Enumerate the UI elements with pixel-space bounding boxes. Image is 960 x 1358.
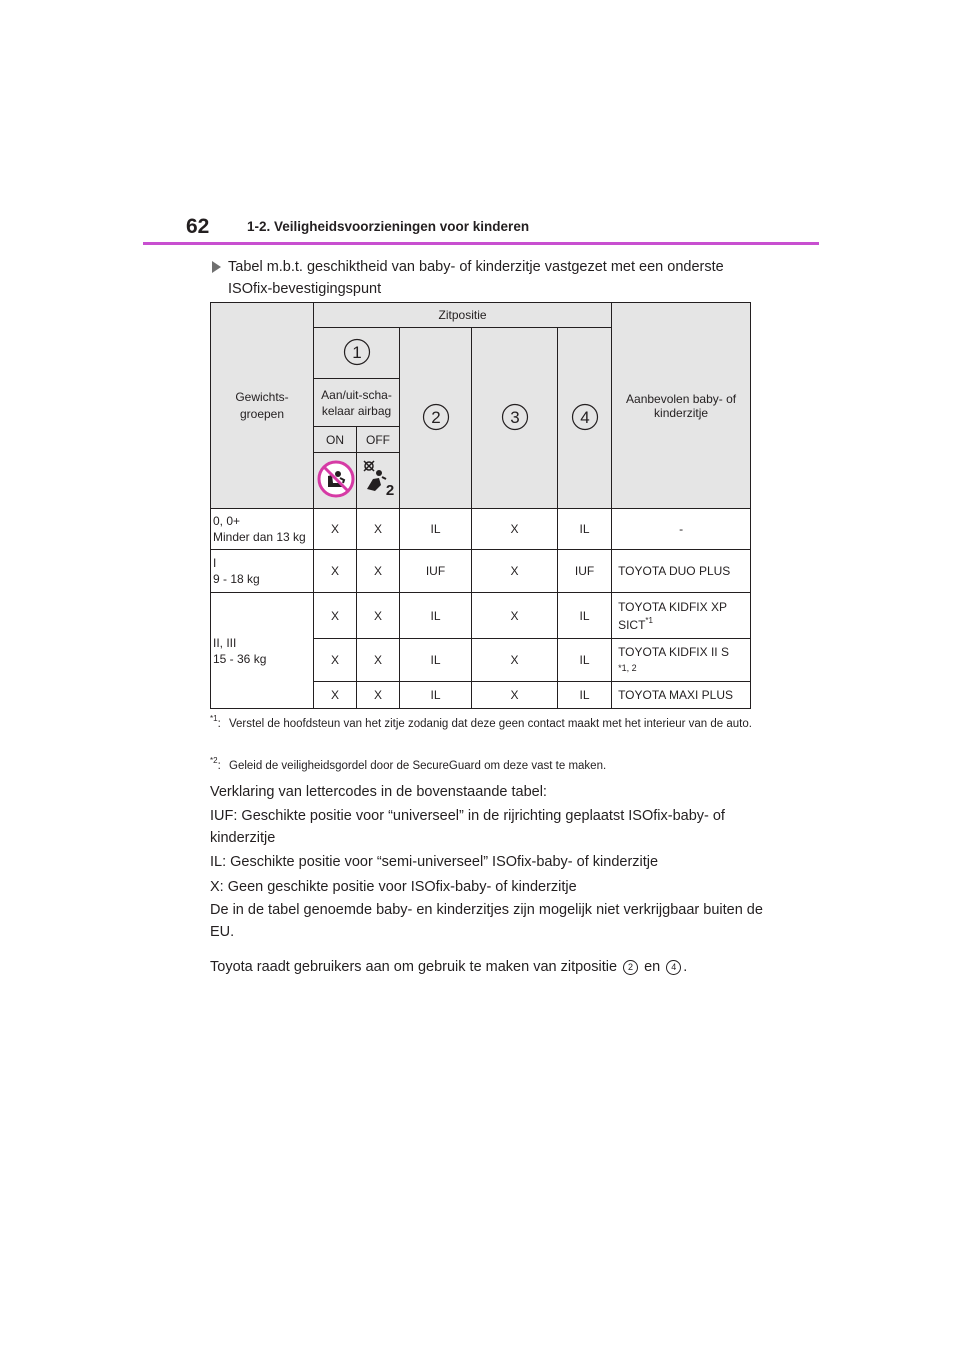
airbag-on-pictogram bbox=[314, 453, 357, 509]
footnote-2: $^{*2}$: Geleid de veiligheidsgordel door de SecureGuard om deze vast te maken. bbox=[210, 756, 607, 772]
cell-airbag-on: X bbox=[314, 639, 357, 682]
cell-recommended: TOYOTA MAXI PLUS bbox=[612, 682, 751, 709]
position-1-header bbox=[314, 328, 400, 379]
passenger-airbag-off-icon bbox=[359, 459, 399, 499]
position-3-icon bbox=[501, 403, 529, 431]
cell-airbag-off: X bbox=[357, 509, 400, 550]
header-weight-group: Gewichts- groepen bbox=[211, 303, 314, 509]
cell-airbag-on: X bbox=[314, 550, 357, 593]
cell-position-4: IL bbox=[558, 593, 612, 639]
cell-position-4: IL bbox=[558, 639, 612, 682]
legend-il: IL: Geschikte positie voor “semi-universeel” ISOfix-baby- of kinderzitje bbox=[210, 854, 659, 870]
cell-position-3: X bbox=[472, 639, 558, 682]
cell-airbag-off: X bbox=[357, 639, 400, 682]
svg-text:3: 3 bbox=[509, 407, 520, 427]
seat-position-advice: Toyota raadt gebruikers aan om gebruik te maken van zitpositie 2 en 4 . bbox=[210, 959, 688, 975]
legend-x: X: Geen geschikte positie voor ISOfix-baby- of kinderzitje bbox=[210, 879, 577, 895]
airbag-switch-header: Aan/uit-scha- kelaar airbag bbox=[314, 379, 400, 427]
table-row bbox=[211, 509, 751, 550]
airbag-off-pictogram bbox=[357, 453, 400, 509]
page-number: 62 bbox=[186, 215, 210, 238]
bullet-triangle-icon bbox=[212, 261, 221, 273]
cell-position-3: X bbox=[472, 509, 558, 550]
position-1-icon bbox=[343, 338, 371, 366]
cell-airbag-on: X bbox=[314, 593, 357, 639]
svg-text:2: 2 bbox=[385, 482, 395, 499]
header-seat-position: Zitpositie bbox=[314, 303, 612, 328]
airbag-on-header: ON bbox=[314, 427, 357, 453]
footnote-ref: *1, 2 bbox=[618, 663, 637, 673]
header-rule bbox=[143, 242, 819, 245]
cell-position-2: IUF bbox=[400, 550, 472, 593]
weight-group-cell: I 9 - 18 kg bbox=[211, 550, 314, 593]
cell-position-3: X bbox=[472, 593, 558, 639]
cell-recommended: TOYOTA KIDFIX XP SICT$^{*1}$ bbox=[612, 593, 751, 639]
table-intro bbox=[212, 256, 772, 300]
position-4-header bbox=[558, 328, 612, 509]
cell-airbag-on: X bbox=[314, 509, 357, 550]
footnote-ref: *1 bbox=[645, 615, 653, 625]
position-4-icon bbox=[571, 403, 599, 431]
footnote-1: $^{*1}$: Verstel de hoofdsteun van het zitje zodanig dat deze geen contact maakt met het interieur van de auto. bbox=[210, 714, 752, 730]
cell-position-2: IL bbox=[400, 509, 472, 550]
cell-airbag-off: X bbox=[357, 682, 400, 709]
cell-position-4: IL bbox=[558, 509, 612, 550]
legend-iuf: IUF: Geschikte positie voor “universeel” in de rijrichting geplaatst ISOfix-baby- of kinderzitje bbox=[210, 808, 725, 846]
cell-airbag-off: X bbox=[357, 550, 400, 593]
position-4-icon: 4 bbox=[666, 960, 681, 975]
position-2-icon: 2 bbox=[623, 960, 638, 975]
cell-position-2: IL bbox=[400, 682, 472, 709]
intro-text: Tabel m.b.t. geschiktheid van baby- of kinderzitje vastgezet met een onderste ISOfix-bevestigingspunt bbox=[228, 259, 724, 297]
cell-position-2: IL bbox=[400, 593, 472, 639]
child-seat-table bbox=[210, 302, 751, 709]
position-2-header bbox=[400, 328, 472, 509]
legend-title: Verklaring van lettercodes in de bovenstaande tabel: bbox=[210, 784, 547, 800]
position-2-icon bbox=[422, 403, 450, 431]
cell-position-2: IL bbox=[400, 639, 472, 682]
airbag-off-header: OFF bbox=[357, 427, 400, 453]
cell-airbag-off: X bbox=[357, 593, 400, 639]
svg-text:2: 2 bbox=[430, 407, 441, 427]
cell-position-4: IL bbox=[558, 682, 612, 709]
cell-airbag-on: X bbox=[314, 682, 357, 709]
cell-position-3: X bbox=[472, 550, 558, 593]
eu-availability-note: De in de tabel genoemde baby- en kinderzitjes zijn mogelijk niet verkrijgbaar buiten de EU. bbox=[210, 902, 763, 940]
svg-text:4: 4 bbox=[579, 407, 590, 427]
weight-group-cell: 0, 0+ Minder dan 13 kg bbox=[211, 509, 314, 550]
cell-recommended: - bbox=[612, 509, 751, 550]
cell-position-3: X bbox=[472, 682, 558, 709]
header-recommended-seat: Aanbevolen baby- of kinderzitje bbox=[612, 303, 751, 509]
position-3-header bbox=[472, 328, 558, 509]
weight-group-cell: II, III 15 - 36 kg bbox=[211, 593, 314, 709]
cell-recommended: TOYOTA KIDFIX II S *1, 2 bbox=[612, 639, 751, 682]
svg-text:1: 1 bbox=[351, 342, 362, 362]
section-title: 1-2. Veiligheidsvoorzieningen voor kinderen bbox=[247, 219, 530, 234]
table-row bbox=[211, 593, 751, 639]
cell-recommended: TOYOTA DUO PLUS bbox=[612, 550, 751, 593]
airbag-off-child-seat-icon bbox=[316, 459, 356, 499]
cell-position-4: IUF bbox=[558, 550, 612, 593]
table-row bbox=[211, 550, 751, 593]
